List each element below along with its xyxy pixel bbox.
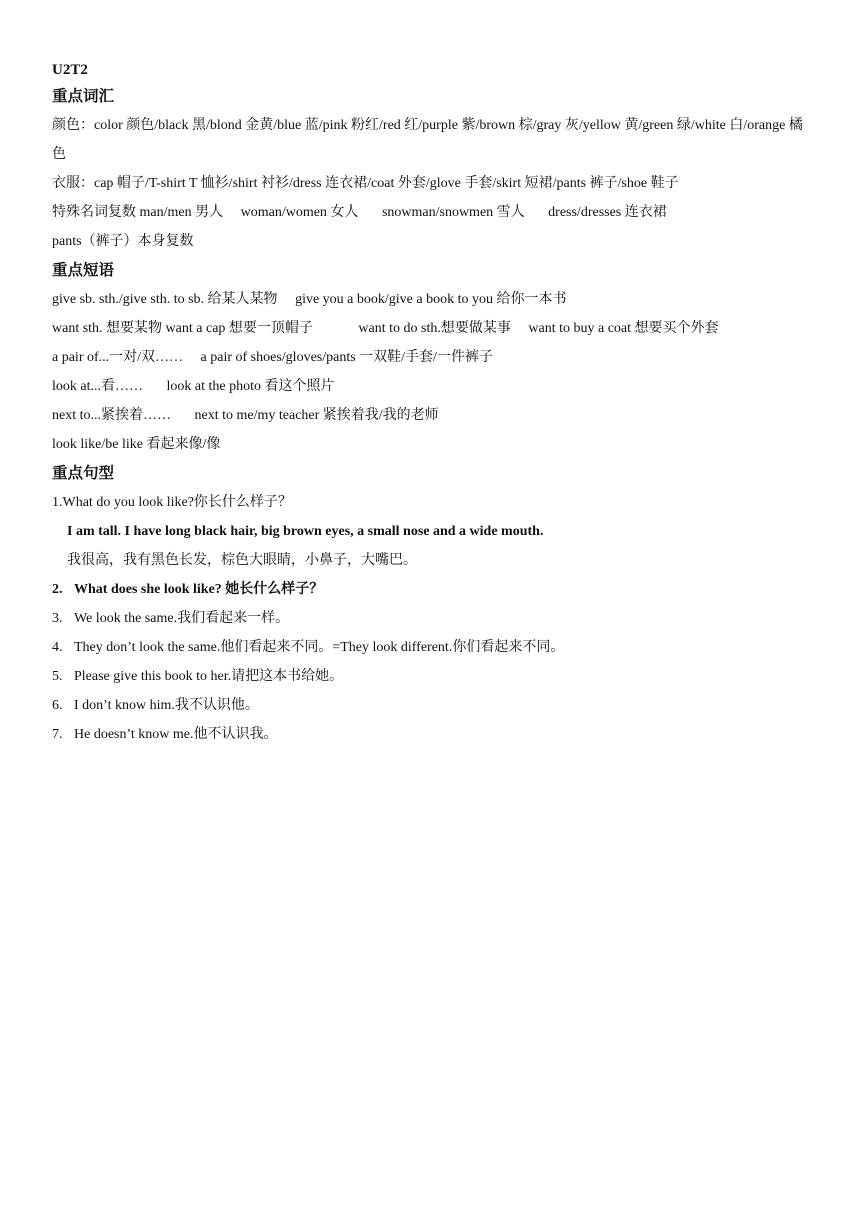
phrase-part: look at...看…… [52, 379, 143, 394]
phrase-row [52, 430, 812, 459]
sentence-number: 7. [52, 727, 63, 742]
sentence-number: 4. [52, 640, 63, 655]
phrase-part: give sb. sth./give sth. to sb. 给某人某物 [52, 292, 278, 307]
phrase-row [52, 372, 812, 401]
plural-1: 特殊名词复数 man/men 男人 [52, 205, 224, 220]
vocab-heading: 重点词汇 [52, 87, 115, 105]
sentences-heading: 重点句型 [52, 464, 115, 482]
phrase-part: next to me/my teacher 紧挨着我/我的老师 [194, 408, 439, 423]
sentence-number: 5. [52, 669, 63, 684]
sentence-text: Please give this book to her.请把这本书给她。 [74, 669, 344, 684]
phrase-part: next to...紧挨着…… [52, 408, 171, 423]
phrase-row [52, 285, 812, 314]
phrase-part: want to do sth.想要做某事 [358, 321, 511, 336]
doc-title: U2T2 [52, 62, 88, 78]
sentence-number: 6. [52, 698, 63, 713]
plural-4: dress/dresses 连衣裙 [548, 205, 667, 220]
phrase-part: look like/be like 看起来像/像 [52, 437, 221, 452]
vocab-colors: 颜色：color 颜色/black 黑/blond 金黄/blue 蓝/pink 粉红/red 红/purple 紫/brown 棕/gray 灰/yellow 黄/green 绿/white 白/orange 橘色 [52, 118, 803, 162]
phrase-part: want to buy a coat 想要买个外套 [528, 321, 719, 336]
sentence-item [52, 575, 812, 604]
sentence-number: 3. [52, 611, 63, 626]
sentence-number: 2. [52, 582, 63, 597]
sentence-text: He doesn’t know me.他不认识我。 [74, 727, 278, 742]
plural-2: woman/women 女人 [240, 205, 359, 220]
phrase-part: want sth. 想要某物 want a cap 想要一顶帽子 [52, 321, 313, 336]
sentence-text: What does she look like? 她长什么样子？ [74, 582, 324, 597]
sentence-1-answer-en: I am tall. I have long black hair, big brown eyes, a small nose and a wide mouth. [67, 524, 544, 539]
sentence-item [52, 633, 812, 662]
phrase-part: a pair of...一对/双…… [52, 350, 184, 365]
sentence-1: 1.What do you look like?你长什么样子？ [52, 495, 292, 510]
sentence-text: I don’t know him.我不认识他。 [74, 698, 259, 713]
vocab-pants: pants（裤子）本身复数 [52, 234, 194, 249]
phrase-part: give you a book/give a book to you 给你一本书 [295, 292, 567, 307]
phrase-row [52, 314, 812, 343]
plural-3: snowman/snowmen 雪人 [381, 205, 525, 220]
sentence-item [52, 720, 812, 749]
sentence-text: They don’t look the same.他们看起来不同。=They look different.你们看起来不同。 [74, 640, 565, 655]
sentence-item [52, 662, 812, 691]
phrase-part: look at the photo 看这个照片 [166, 379, 335, 394]
vocab-plurals [52, 198, 812, 227]
sentence-item [52, 604, 812, 633]
sentence-item [52, 691, 812, 720]
document-page [52, 58, 812, 749]
phrase-part: a pair of shoes/gloves/pants 一双鞋/手套/一件裤子 [200, 350, 493, 365]
vocab-clothes: 衣服：cap 帽子/T-shirt T 恤衫/shirt 衬衫/dress 连衣裙/coat 外套/glove 手套/skirt 短裙/pants 裤子/shoe 鞋子 [52, 176, 679, 191]
phrase-row [52, 401, 812, 430]
sentence-1-answer-cn: 我很高，我有黑色长发，棕色大眼睛，小鼻子，大嘴巴。 [67, 553, 417, 568]
phrase-row [52, 343, 812, 372]
phrases-heading: 重点短语 [52, 261, 115, 279]
sentence-text: We look the same.我们看起来一样。 [74, 611, 290, 626]
